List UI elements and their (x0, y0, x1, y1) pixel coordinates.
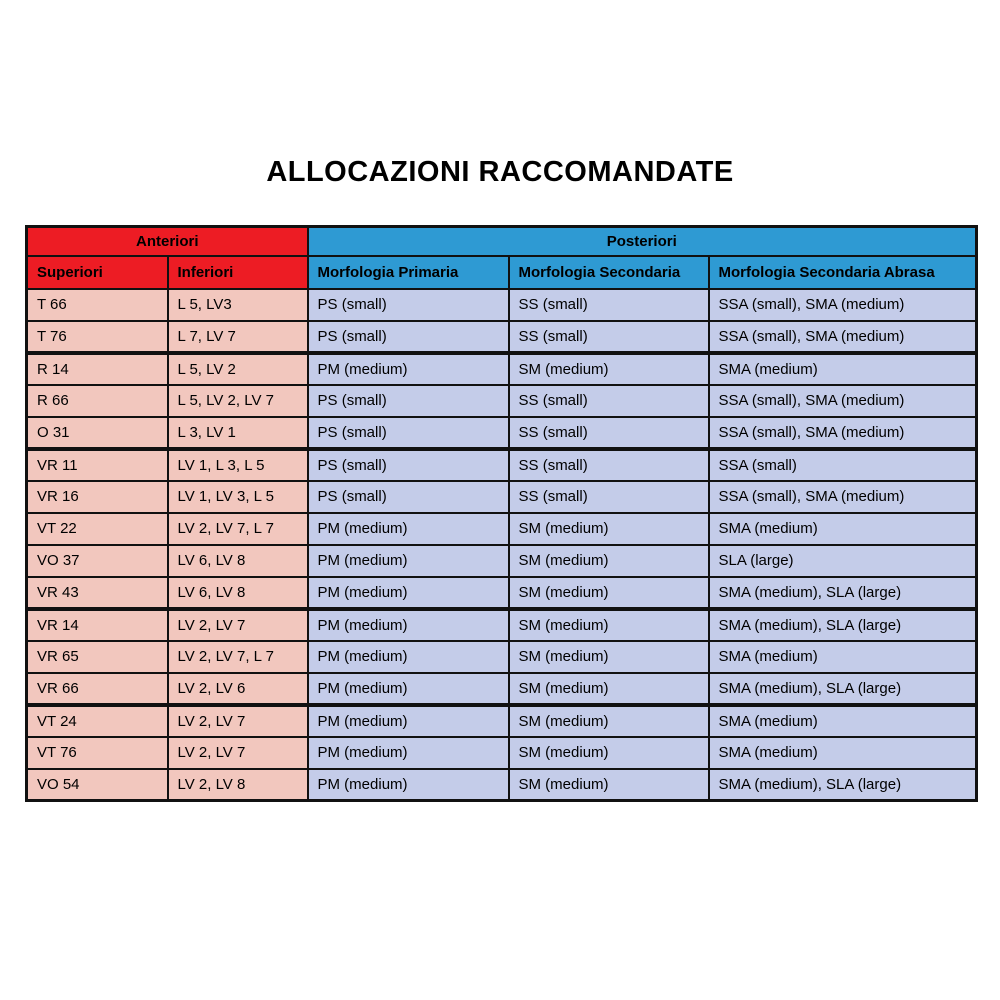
column-header-inferiori: Inferiori (168, 256, 308, 289)
cell-morfologia-secondaria-abrasa: SSA (small), SMA (medium) (709, 321, 977, 353)
cell-inferiori: LV 2, LV 7 (168, 737, 308, 769)
table-row (27, 673, 977, 705)
cell-morfologia-secondaria-abrasa: SMA (medium) (709, 513, 977, 545)
cell-morfologia-secondaria-abrasa: SMA (medium) (709, 737, 977, 769)
cell-morfologia-primaria: PM (medium) (308, 769, 509, 801)
cell-morfologia-secondaria: SM (medium) (509, 545, 709, 577)
cell-superiori: VR 14 (27, 609, 168, 641)
cell-morfologia-primaria: PM (medium) (308, 545, 509, 577)
cell-morfologia-secondaria-abrasa: SMA (medium), SLA (large) (709, 673, 977, 705)
group-header-row (27, 227, 977, 256)
cell-morfologia-secondaria-abrasa: SMA (medium), SLA (large) (709, 577, 977, 609)
cell-morfologia-primaria: PM (medium) (308, 737, 509, 769)
cell-morfologia-secondaria-abrasa: SSA (small), SMA (medium) (709, 481, 977, 513)
cell-morfologia-secondaria: SS (small) (509, 321, 709, 353)
cell-morfologia-primaria: PS (small) (308, 481, 509, 513)
cell-superiori: T 66 (27, 289, 168, 321)
table-row (27, 513, 977, 545)
cell-inferiori: LV 1, L 3, L 5 (168, 449, 308, 481)
table-row (27, 609, 977, 641)
cell-morfologia-secondaria: SM (medium) (509, 609, 709, 641)
cell-morfologia-secondaria-abrasa: SMA (medium), SLA (large) (709, 609, 977, 641)
cell-morfologia-secondaria: SM (medium) (509, 705, 709, 737)
table-row (27, 321, 977, 353)
cell-superiori: O 31 (27, 417, 168, 449)
cell-morfologia-primaria: PM (medium) (308, 673, 509, 705)
cell-superiori: R 14 (27, 353, 168, 385)
cell-inferiori: LV 2, LV 7 (168, 609, 308, 641)
cell-superiori: VO 37 (27, 545, 168, 577)
cell-morfologia-primaria: PM (medium) (308, 609, 509, 641)
cell-morfologia-primaria: PS (small) (308, 321, 509, 353)
cell-superiori: VO 54 (27, 769, 168, 801)
cell-superiori: VT 76 (27, 737, 168, 769)
cell-morfologia-secondaria-abrasa: SSA (small), SMA (medium) (709, 289, 977, 321)
cell-superiori: VT 22 (27, 513, 168, 545)
cell-inferiori: LV 6, LV 8 (168, 577, 308, 609)
cell-morfologia-primaria: PS (small) (308, 385, 509, 417)
cell-morfologia-secondaria: SM (medium) (509, 513, 709, 545)
cell-morfologia-secondaria: SS (small) (509, 449, 709, 481)
table-row (27, 641, 977, 673)
cell-inferiori: LV 2, LV 7, L 7 (168, 641, 308, 673)
column-header-morfologia-secondaria: Morfologia Secondaria (509, 256, 709, 289)
table-row (27, 481, 977, 513)
cell-morfologia-primaria: PS (small) (308, 417, 509, 449)
cell-inferiori: L 5, LV 2, LV 7 (168, 385, 308, 417)
cell-morfologia-secondaria-abrasa: SSA (small), SMA (medium) (709, 385, 977, 417)
cell-morfologia-secondaria-abrasa: SMA (medium), SLA (large) (709, 769, 977, 801)
cell-morfologia-secondaria: SM (medium) (509, 353, 709, 385)
table-row (27, 353, 977, 385)
cell-morfologia-secondaria-abrasa: SSA (small), SMA (medium) (709, 417, 977, 449)
cell-morfologia-secondaria: SM (medium) (509, 737, 709, 769)
table-row (27, 545, 977, 577)
cell-inferiori: LV 2, LV 6 (168, 673, 308, 705)
cell-superiori: VR 16 (27, 481, 168, 513)
group-header-anteriori: Anteriori (27, 227, 308, 256)
table-row (27, 417, 977, 449)
cell-superiori: VR 66 (27, 673, 168, 705)
column-header-morfologia-primaria: Morfologia Primaria (308, 256, 509, 289)
cell-morfologia-secondaria-abrasa: SMA (medium) (709, 641, 977, 673)
allocations-table (25, 225, 978, 802)
cell-morfologia-primaria: PS (small) (308, 289, 509, 321)
cell-inferiori: LV 2, LV 8 (168, 769, 308, 801)
cell-inferiori: LV 2, LV 7, L 7 (168, 513, 308, 545)
page-title: ALLOCAZIONI RACCOMANDATE (266, 156, 734, 188)
table-row (27, 289, 977, 321)
column-header-row (27, 256, 977, 289)
cell-morfologia-secondaria-abrasa: SMA (medium) (709, 353, 977, 385)
cell-morfologia-secondaria: SS (small) (509, 417, 709, 449)
cell-morfologia-primaria: PS (small) (308, 449, 509, 481)
column-header-superiori: Superiori (27, 256, 168, 289)
cell-morfologia-primaria: PM (medium) (308, 353, 509, 385)
table-row (27, 449, 977, 481)
table-row (27, 769, 977, 801)
cell-morfologia-primaria: PM (medium) (308, 577, 509, 609)
table-row (27, 385, 977, 417)
table-row (27, 737, 977, 769)
cell-superiori: T 76 (27, 321, 168, 353)
cell-morfologia-secondaria: SM (medium) (509, 641, 709, 673)
cell-superiori: VT 24 (27, 705, 168, 737)
cell-superiori: VR 65 (27, 641, 168, 673)
cell-inferiori: LV 6, LV 8 (168, 545, 308, 577)
cell-morfologia-secondaria: SS (small) (509, 481, 709, 513)
cell-morfologia-primaria: PM (medium) (308, 513, 509, 545)
cell-inferiori: L 5, LV3 (168, 289, 308, 321)
cell-superiori: R 66 (27, 385, 168, 417)
cell-morfologia-primaria: PM (medium) (308, 705, 509, 737)
group-header-posteriori: Posteriori (308, 227, 977, 256)
cell-inferiori: LV 2, LV 7 (168, 705, 308, 737)
cell-inferiori: LV 1, LV 3, L 5 (168, 481, 308, 513)
column-header-morfologia-secondaria-abrasa: Morfologia Secondaria Abrasa (709, 256, 977, 289)
cell-morfologia-secondaria: SM (medium) (509, 673, 709, 705)
cell-inferiori: L 5, LV 2 (168, 353, 308, 385)
table-body (27, 289, 977, 801)
cell-morfologia-primaria: PM (medium) (308, 641, 509, 673)
cell-morfologia-secondaria-abrasa: SSA (small) (709, 449, 977, 481)
cell-morfologia-secondaria-abrasa: SMA (medium) (709, 705, 977, 737)
cell-inferiori: L 7, LV 7 (168, 321, 308, 353)
cell-morfologia-secondaria: SM (medium) (509, 769, 709, 801)
cell-superiori: VR 43 (27, 577, 168, 609)
table-row (27, 705, 977, 737)
cell-morfologia-secondaria: SM (medium) (509, 577, 709, 609)
cell-inferiori: L 3, LV 1 (168, 417, 308, 449)
cell-superiori: VR 11 (27, 449, 168, 481)
table-row (27, 577, 977, 609)
cell-morfologia-secondaria-abrasa: SLA (large) (709, 545, 977, 577)
cell-morfologia-secondaria: SS (small) (509, 289, 709, 321)
cell-morfologia-secondaria: SS (small) (509, 385, 709, 417)
